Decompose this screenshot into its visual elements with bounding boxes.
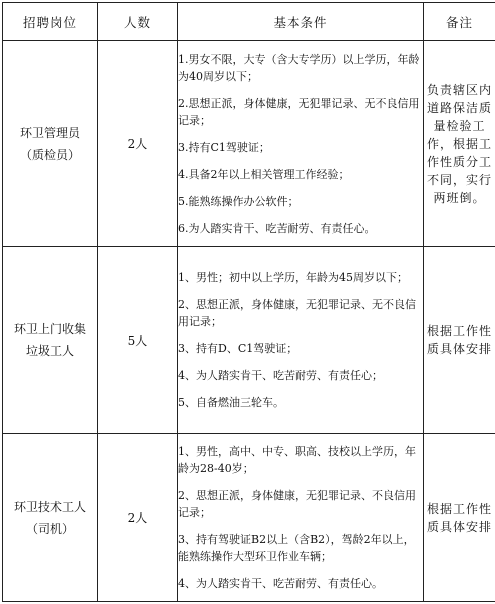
condition-item: 3、持有驾驶证B2以上（含B2），驾龄2年以上，能熟练操作大型环卫作业车辆； (178, 533, 415, 563)
table-row (3, 41, 495, 247)
table-row (3, 434, 495, 602)
conditions-cell (178, 41, 424, 247)
condition-item: 1、男性；初中以上学历，年龄为45周岁以下； (178, 271, 408, 284)
condition-item: 2、思想正派，身体健康，无犯罪记录、无不良信用记录； (178, 298, 416, 328)
post-cell (3, 247, 98, 434)
count-cell: 2人 (98, 434, 178, 602)
count-cell: 5人 (98, 247, 178, 434)
post-subtitle: （司机） (25, 521, 74, 536)
header-conditions: 基本条件 (178, 3, 424, 41)
count-cell: 2人 (98, 41, 178, 247)
table-row (3, 247, 495, 434)
condition-item: 2.思想正派，身体健康，无犯罪记录、无不良信用记录； (178, 96, 420, 127)
condition-item: 4、为人踏实肯干、吃苦耐劳、有责任心； (178, 369, 383, 382)
header-row (3, 3, 495, 41)
header-post: 招聘岗位 (3, 3, 98, 41)
condition-item: 2、思想正派，身体健康，无犯罪记录、不良信用记录； (178, 489, 416, 519)
note-cell: 根据工作性质具体安排 (424, 434, 495, 602)
post-subtitle: 垃圾工人 (25, 344, 74, 358)
conditions-cell (178, 247, 424, 434)
condition-item: 6.为人踏实肯干、吃苦耐劳、有责任心。 (178, 221, 376, 235)
note-cell: 负责辖区内道路保洁质量检验工作，根据工作性质分工不同，实行两班倒。 (424, 41, 495, 247)
post-name: 环卫技术工人 (13, 499, 86, 514)
condition-item: 5.能熟练操作办公软件； (178, 194, 299, 208)
post-cell (3, 434, 98, 602)
condition-item: 1.男女不限，大专（含大专学历）以上学历，年龄为40周岁以下； (178, 52, 420, 83)
condition-item: 1、男性，高中、中专、职高、技校以上学历，年龄为28-40岁； (178, 445, 416, 475)
table-header (3, 3, 495, 41)
conditions-cell (178, 434, 424, 602)
condition-item: 4、为人踏实肯干、吃苦耐劳、有责任心。 (178, 577, 383, 590)
post-subtitle: （质检员） (19, 147, 80, 162)
post-name: 环卫管理员 (19, 125, 80, 140)
condition-item: 3.持有C1驾驶证； (178, 140, 270, 154)
post-name: 环卫上门收集 (13, 322, 86, 336)
condition-item: 3、持有D、C1驾驶证； (178, 342, 298, 355)
recruitment-table (2, 2, 495, 602)
condition-item: 4.具备2年以上相关管理工作经验； (178, 167, 350, 181)
condition-item: 5、自备燃油三轮车。 (178, 396, 284, 409)
header-note: 备注 (424, 3, 495, 41)
table-body (3, 41, 495, 602)
header-count: 人数 (98, 3, 178, 41)
post-cell (3, 41, 98, 247)
note-cell: 根据工作性质具体安排 (424, 247, 495, 434)
